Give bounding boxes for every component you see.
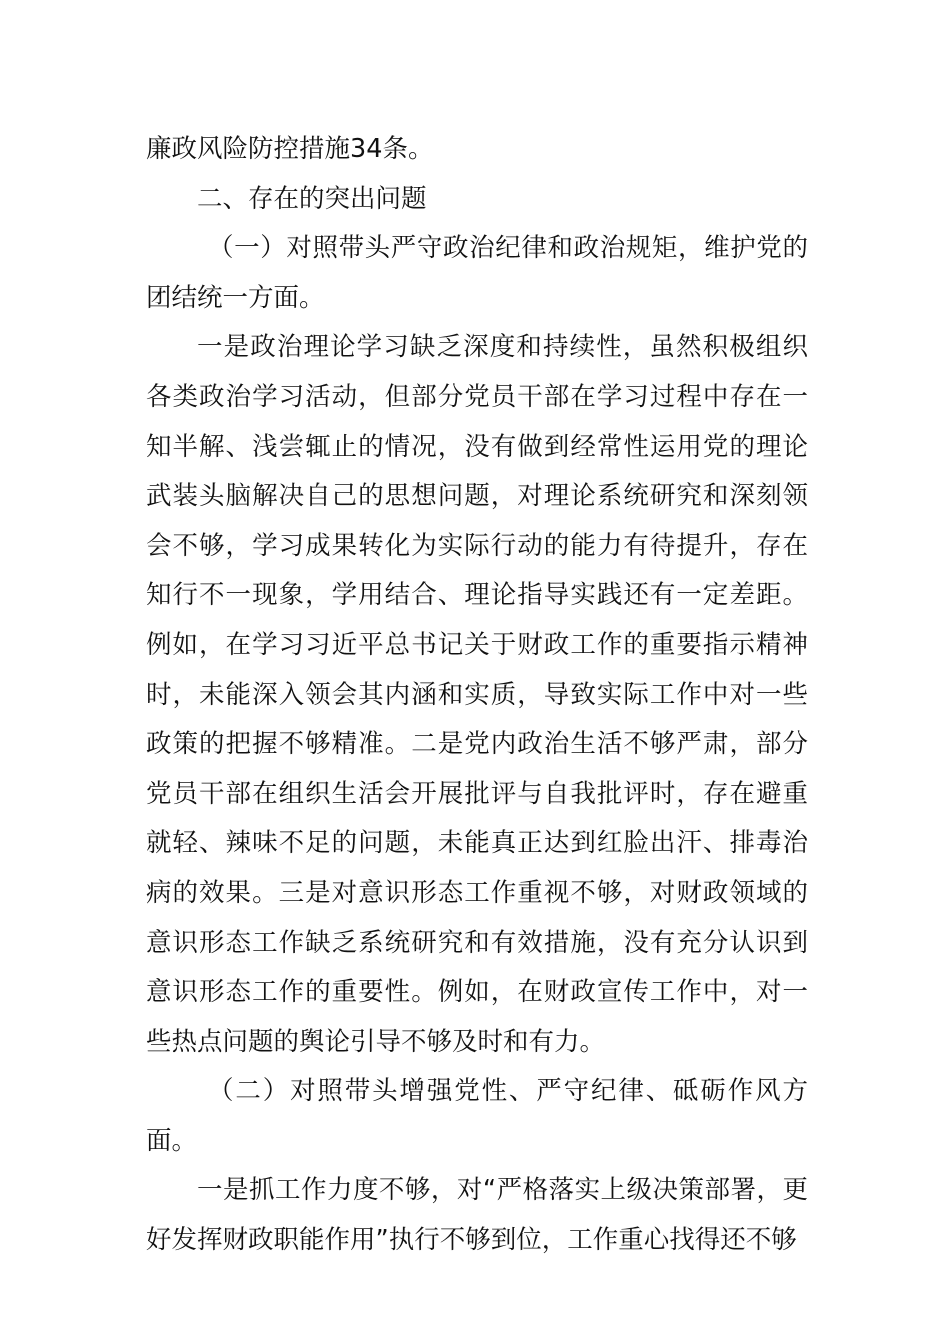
section-heading-problems: 二、存在的突出问题 <box>197 183 427 214</box>
paragraph-body-2: 一是抓工作力度不够，对“严格落实上级决策部署，更好发挥财政职能作用”执行不够到位，工作重心找得还不够 <box>146 1175 808 1256</box>
subsection-heading-2: （二）对照带头增强党性、严守纪律、砥砺作风方面。 <box>146 1076 808 1156</box>
paragraph-body-1: 一是政治理论学习缺乏深度和持续性，虽然积极组织各类政治学习活动，但部分党员干部在学习过程中存在一知半解、浅尝辄止的情况，没有做到经常性运用党的理论武装头脑解决自己的思想问题，对理论系统研究和深刻领会不够，学习成果转化为实际行动的能力有待提升，存在知行不一现象，学用结合、理论指导实践还有一定差距。例如，在学习习近平总书记关于财政工作的重要指示精神时，未能深入领会其内涵和实质，导致实际工作中对一些政策的把握不够精准。二是党内政治生活不够严肃，部分党员干部在组织生活会开展批评与自我批评时，存在避重就轻、辣味不足的问题，未能真正达到红脸出汗、排毒治病的效果。三是对意识形态工作重视不够，对财政领域的意识形态工作缺乏系统研究和有效措施，没有充分认识到意识形态工作的重要性。例如，在财政宣传工作中，对一些热点问题的舆论引导不够及时和有力。 <box>146 332 808 1057</box>
subsection-heading-1: （一）对照带头严守政治纪律和政治规矩，维护党的团结统一方面。 <box>146 233 808 313</box>
document-body <box>146 125 808 1266</box>
paragraph-continuation: 廉政风险防控措施34条。 <box>146 134 434 164</box>
